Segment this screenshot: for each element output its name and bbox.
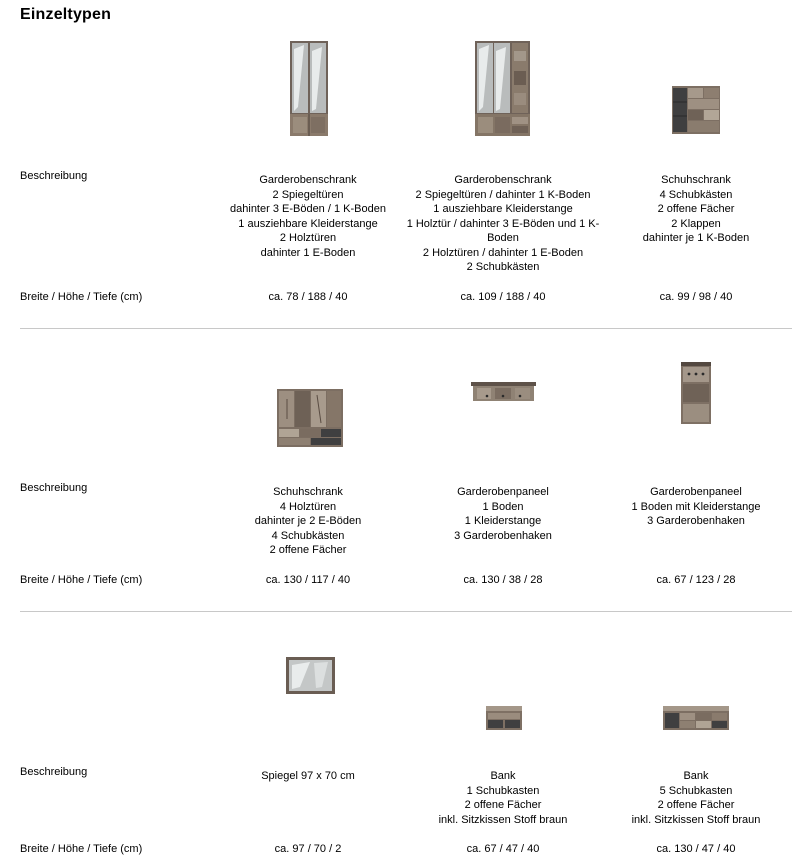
beschreibung-label: Beschreibung bbox=[20, 170, 88, 182]
bench-small-icon bbox=[486, 706, 522, 730]
dimensions-label: Breite / Höhe / Tiefe (cm) bbox=[20, 574, 143, 586]
product-description: Garderobenpaneel 1 Boden 1 Kleiderstange 3 Garderobenhaken bbox=[454, 486, 552, 542]
product-dimensions: ca. 97 / 70 / 2 bbox=[274, 843, 342, 855]
wardrobe-3-door-icon bbox=[475, 41, 530, 136]
coat-panel-tall-icon bbox=[681, 362, 711, 424]
bench-large-icon bbox=[663, 706, 729, 730]
product-description: Garderobenpaneel 1 Boden mit Kleiderstange 3 Garderobenhaken bbox=[631, 486, 761, 527]
dimensions-label: Breite / Höhe / Tiefe (cm) bbox=[20, 291, 143, 303]
shoe-cabinet-large-icon bbox=[277, 389, 343, 447]
product-dimensions: ca. 130 / 47 / 40 bbox=[656, 843, 736, 855]
product-description: Bank 1 Schubkasten 2 offene Fächer inkl. Sitzkissen Stoff braun bbox=[438, 770, 568, 826]
product-dimensions: ca. 130 / 38 / 28 bbox=[463, 574, 543, 586]
product-description: Schuhschrank 4 Schubkästen 2 offene Fächer 2 Klappen dahinter je 1 K-Boden bbox=[642, 174, 750, 244]
product-dimensions: ca. 130 / 117 / 40 bbox=[265, 574, 351, 586]
wardrobe-2-mirror-icon bbox=[290, 41, 328, 136]
product-dimensions: ca. 78 / 188 / 40 bbox=[268, 291, 348, 303]
product-description: Garderobenschrank 2 Spiegeltüren dahinter 3 E-Böden / 1 K-Boden 1 ausziehbare Kleiderstange 2 Holztüren dahinter 1 E-Boden bbox=[230, 174, 386, 259]
coat-panel-wide-icon bbox=[471, 382, 536, 402]
product-dimensions: ca. 99 / 98 / 40 bbox=[659, 291, 733, 303]
beschreibung-label: Beschreibung bbox=[20, 766, 88, 778]
product-description: Schuhschrank 4 Holztüren dahinter je 2 E-Böden 4 Schubkästen 2 offene Fächer bbox=[254, 486, 362, 556]
row-divider bbox=[20, 611, 792, 612]
row-divider bbox=[20, 328, 792, 329]
product-dimensions: ca. 109 / 188 / 40 bbox=[460, 291, 546, 303]
beschreibung-label: Beschreibung bbox=[20, 482, 88, 494]
product-dimensions: ca. 67 / 123 / 28 bbox=[656, 574, 736, 586]
product-dimensions: ca. 67 / 47 / 40 bbox=[466, 843, 540, 855]
product-description: Bank 5 Schubkasten 2 offene Fächer inkl. Sitzkissen Stoff braun bbox=[631, 770, 761, 826]
product-description: Spiegel 97 x 70 cm bbox=[261, 770, 355, 782]
dimensions-label: Breite / Höhe / Tiefe (cm) bbox=[20, 843, 143, 855]
shoe-cabinet-small-icon bbox=[672, 86, 720, 134]
product-description: Garderobenschrank 2 Spiegeltüren / dahinter 1 K-Boden 1 ausziehbare Kleiderstange 1 Holztür / dahinter 3 E-Böden und 1 K- Boden 2 Holztüren / dahinter 1 E-Boden 2 Schubkästen bbox=[406, 174, 600, 273]
mirror-icon bbox=[286, 657, 335, 694]
page-title: Einzeltypen bbox=[20, 6, 112, 23]
